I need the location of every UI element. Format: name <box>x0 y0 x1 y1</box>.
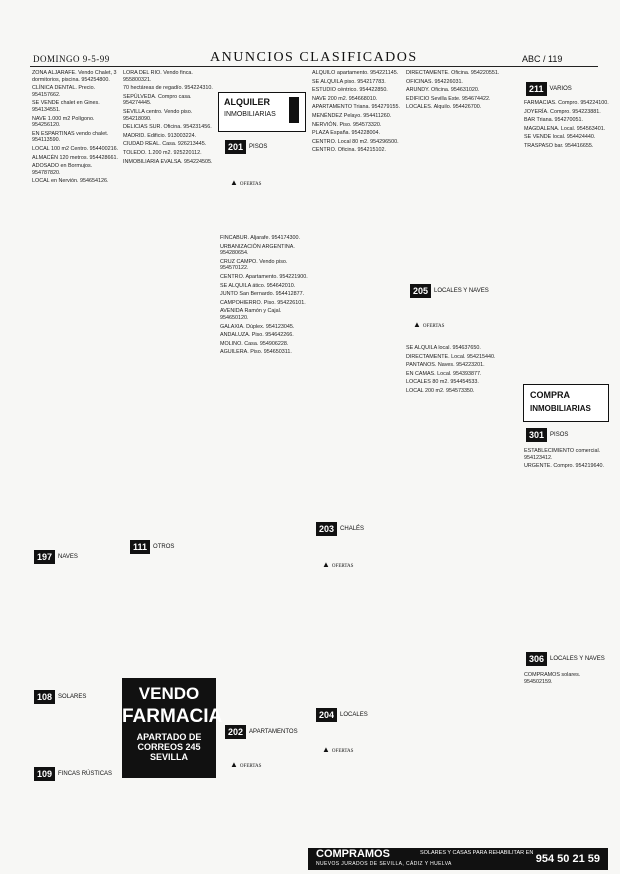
ad-item: CENTRO. Oficina. 954215102. <box>312 147 387 154</box>
ad-item: NERVIÓN. Piso. 954573320. <box>312 121 382 128</box>
ad-item: LORA DEL RÍO. Vendo finca. 955800321. <box>123 70 193 83</box>
ad-item: NAVE 1.000 m2 Polígono. 954256120. <box>32 115 95 129</box>
ad-line: SEVILLA <box>149 752 188 762</box>
ad-item: LOCAL en Nervión. 954654126. <box>32 178 109 185</box>
ad-item: APARTAMENTO Triana. 954279155. <box>312 104 400 111</box>
page-number: ABC / 119 <box>522 54 563 64</box>
ad-item: SEPÚLVEDA. Compro casa. 954274445. <box>123 93 192 107</box>
banner-sub: NUEVOS JURADOS DE SEVILLA, CÁDIZ Y HUELVA <box>316 861 452 867</box>
column-6 <box>524 100 610 375</box>
compramos-banner <box>308 848 608 870</box>
ad-item: TOLEDO. 1.200 m2. 925220112. <box>123 149 202 156</box>
section-202 <box>225 725 298 739</box>
ofertas-marker: ▲ OFERTAS <box>413 320 445 329</box>
ad-item: LOCALES 80 m2. 954454533. <box>406 379 479 386</box>
alquiler-banner <box>218 92 306 132</box>
section-label: SOLARES <box>58 694 87 700</box>
ad-item: COMPRAMOS solares. 954502159. <box>524 672 581 685</box>
ofertas-label: OFERTAS <box>239 182 262 187</box>
ad-item: OFICINAS. 954226031. <box>406 78 463 85</box>
ad-item: PANTANOS. Naves. 954223201. <box>406 362 485 369</box>
ad-item: CENTRO. Apartamento. 954221900. <box>220 273 308 280</box>
section-301 <box>526 428 568 442</box>
column-2 <box>123 70 215 510</box>
section-197 <box>34 550 78 564</box>
ad-item: TRASPASO bar. 954416655. <box>524 142 594 149</box>
section-number: 108 <box>34 690 55 704</box>
section-label: OTROS <box>153 544 175 550</box>
section-108 <box>34 690 86 704</box>
ad-item: DELICIAS SUR. Oficina. 954231456. <box>123 124 212 131</box>
section-number: 111 <box>130 540 150 554</box>
section-number: 203 <box>316 522 337 536</box>
section-306 <box>526 652 605 666</box>
column-6-bottom <box>524 672 610 832</box>
ad-line: FARMACIA <box>122 706 223 727</box>
vendo-farmacia-ad <box>122 678 223 778</box>
section-number: 204 <box>316 708 337 722</box>
ad-item: ADOSADO en Bormujos. 954787820. <box>32 163 93 176</box>
ad-item: DIRECTAMENTE. Oficina. 954220551. <box>406 70 500 76</box>
ad-item: MADRID. Edificio. 913003224. <box>123 132 197 139</box>
section-label: PISOS <box>550 432 569 438</box>
ad-item: PLAZA España. 954228004. <box>312 130 381 137</box>
ad-item: MOLINO. Casa. 954906228. <box>220 340 289 347</box>
ad-item: CIUDAD REAL. Casa. 926213445. <box>123 141 207 148</box>
header-rule <box>30 66 598 67</box>
ad-item: ESTUDIO céntrico. 954422850. <box>312 87 388 94</box>
ofertas-marker: ▲ OFERTAS <box>230 178 262 187</box>
ad-item: SE ALQUILA piso. 954217783. <box>312 78 386 85</box>
ad-item: SE VENDE chalet en Gines. 954134551. <box>32 100 100 113</box>
section-number: 201 <box>225 140 246 154</box>
ad-item: AVENIDA Ramón y Cajal. 954650120. <box>220 308 282 321</box>
banner-subtitle: INMOBILIARIAS <box>530 404 591 413</box>
ad-item: MAGDALENA. Local. 954563401. <box>524 125 606 132</box>
ad-item: FARMACIAS. Compro. 954224100. <box>524 100 609 106</box>
section-number: 205 <box>410 284 431 298</box>
section-label: FINCAS RÚSTICAS <box>58 771 113 777</box>
ad-item: CENTRO. Local 80 m2. 954296500. <box>312 138 399 145</box>
ad-item: SEVILLA centro. Vendo piso. 954218090. <box>123 108 193 122</box>
ad-item: URGENTE. Compro. 954219640. <box>524 463 604 470</box>
section-label: LOCALES Y NAVES <box>434 288 489 294</box>
building-icon <box>289 97 299 123</box>
column-4 <box>312 70 404 510</box>
ad-item: CLÍNICA DENTAL. Precio. 954157662. <box>32 85 96 98</box>
section-204 <box>316 708 368 722</box>
column-5 <box>406 70 516 280</box>
ad-item: CRUZ CAMPO. Vendo piso. 954570122. <box>220 258 288 272</box>
ad-item: ANDALUZA. Piso. 954642266. <box>220 332 294 339</box>
section-number: 109 <box>34 767 55 781</box>
ad-item: MENÉNDEZ Pelayo. 954411260. <box>312 112 392 119</box>
banner-phone: 954 50 21 59 <box>535 853 600 865</box>
section-label: LOCALES <box>340 712 368 718</box>
section-label: VARIOS <box>549 86 572 92</box>
ad-item: LOCALES. Alquilo. 954426700. <box>406 104 482 111</box>
ofertas-marker: ▲ OFERTAS <box>230 760 262 769</box>
ad-item: SE ALQUILA local. 954637650. <box>406 345 481 351</box>
ad-item: ALMACÉN 120 metros. 954428661. <box>32 154 119 161</box>
ofertas-label: OFERTAS <box>331 564 354 569</box>
ad-item: FINCABUR. Aljarafe. 954174300. <box>220 235 301 241</box>
section-number: 306 <box>526 652 547 666</box>
section-number: 202 <box>225 725 246 739</box>
ad-item: SE VENDE local. 954424440. <box>524 134 596 141</box>
section-109 <box>34 767 112 781</box>
ad-item: SE ALQUILA ático. 954642010. <box>220 282 296 289</box>
ofertas-label: OFERTAS <box>422 324 445 329</box>
ofertas-label: OFERTAS <box>331 749 354 754</box>
ad-item: CAMPOHIERRO. Piso. 954226101. <box>220 299 306 306</box>
section-number: 211 <box>526 82 547 96</box>
ad-item: EN ESPARTINAS vendo chalet. 954113590. <box>32 130 109 144</box>
section-label: PISOS <box>249 144 268 150</box>
ad-line: CORREOS 245 <box>137 742 201 752</box>
ad-line: VENDO <box>138 684 200 703</box>
ad-item: EDIFICIO Sevilla Este. 954674422. <box>406 95 491 102</box>
ad-item: 70 hectáreas de regadío. 954224310. <box>123 85 213 92</box>
ad-item: GALAXIA. Dúplex. 954123045. <box>220 323 295 330</box>
ad-line: APARTADO DE <box>136 732 202 742</box>
column-5-lower <box>406 345 516 725</box>
ad-item: ZONA ALJARAFE. Vendo Chalet, 3 dormitorios, piscina. 954254800. <box>32 70 117 83</box>
column-3 <box>220 235 308 645</box>
banner-headline: COMPRAMOS <box>316 848 390 860</box>
section-205 <box>410 284 489 298</box>
section-201 <box>225 140 267 154</box>
section-label: CHALÉS <box>340 526 365 532</box>
header-date: DOMINGO 9-5-99 <box>33 54 110 64</box>
banner-title: ALQUILER <box>224 97 270 107</box>
ad-item: ESTABLECIMIENTO comercial. 954123412. <box>524 448 601 461</box>
section-111 <box>130 540 174 554</box>
section-number: 301 <box>526 428 547 442</box>
ad-item: URBANIZACIÓN ARGENTINA. 954280654. <box>220 243 295 257</box>
ad-item: ALQUILO apartamento. 954221145. <box>312 70 399 76</box>
banner-title: COMPRA <box>530 390 570 400</box>
ad-item: DIRECTAMENTE. Local. 954215440. <box>406 353 496 360</box>
ofertas-label: OFERTAS <box>239 764 262 769</box>
ad-item: NAVE 200 m2. 954668010. <box>312 95 378 102</box>
ad-item: INMOBILIARIA EVALSA. 954224505. <box>123 158 213 165</box>
ad-item: BAR Triana. 954270051. <box>524 117 584 124</box>
section-211 <box>526 82 572 96</box>
ofertas-marker: ▲ OFERTAS <box>322 560 354 569</box>
page-title: ANUNCIOS CLASIFICADOS <box>210 50 418 65</box>
section-number: 197 <box>34 550 55 564</box>
section-label: LOCALES Y NAVES <box>550 656 605 662</box>
section-203 <box>316 522 364 536</box>
ad-item: JOYERÍA. Compro. 954223881. <box>524 108 601 115</box>
column-6-lower <box>524 448 610 648</box>
compra-banner <box>523 384 609 422</box>
ad-item: LOCAL 100 m2 Centro. 954400216. <box>32 145 119 152</box>
ad-item: AGUILERA. Piso. 954650311. <box>220 349 292 356</box>
column-1 <box>32 70 120 310</box>
ad-item: ARUNDY. Oficina. 954631020. <box>406 87 480 94</box>
ad-item: JUNTO San Bernardo. 954412877. <box>220 291 305 298</box>
ad-item: EN CAMAS. Local. 954393877. <box>406 370 482 377</box>
section-label: NAVES <box>58 554 78 560</box>
ofertas-marker: ▲ OFERTAS <box>322 745 354 754</box>
ad-item: LOCAL 200 m2. 954573350. <box>406 387 475 394</box>
section-label: APARTAMENTOS <box>249 729 298 735</box>
banner-subtitle: INMOBILIARIAS <box>224 111 276 118</box>
banner-text: SOLARES Y CASAS PARA REHABILITAR EN <box>420 850 534 856</box>
